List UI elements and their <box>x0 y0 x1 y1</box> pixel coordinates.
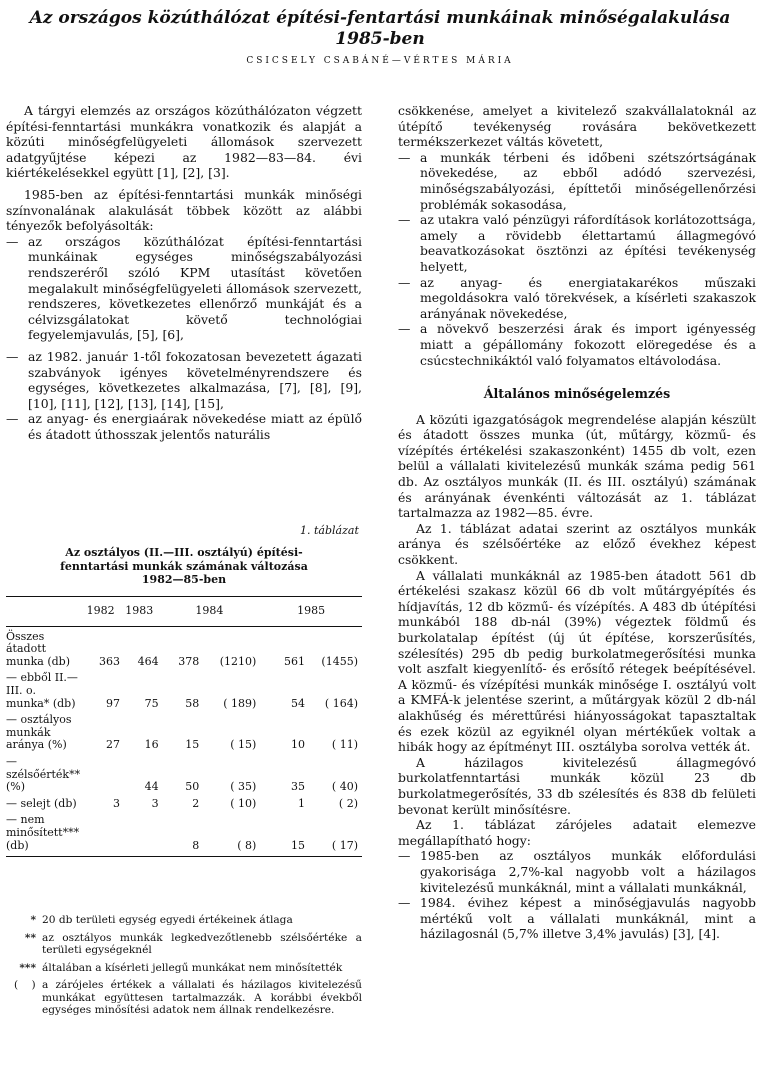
paragraph: Az 1. táblázat adatai szerint az osztályos munkák aránya és szélsőértéke az előző évekhez képest csökkent. <box>398 520 756 568</box>
table-cell: 15 <box>260 810 305 856</box>
footnote <box>6 962 362 975</box>
table-title-line: fenntartási munkák számának változása <box>60 559 308 573</box>
table-row <box>6 794 362 811</box>
table-cell: ( 164) <box>324 696 358 710</box>
conclusion-list <box>398 848 756 942</box>
footnote-text: az osztályos munkák legkedvezőtlenebb szélsőértéke a területi egységeknél <box>42 931 362 956</box>
table-cell: 3 <box>112 796 120 810</box>
table-cell: 75 <box>144 696 159 710</box>
authors: CSICSELY CSABÁNÉ—VÉRTES MÁRIA <box>246 56 514 66</box>
table-cell <box>81 752 120 794</box>
table-cell: ( 35) <box>230 780 257 794</box>
table-cell: ( 40) <box>331 780 358 794</box>
paragraph-factors: 1985-ben az építési-fenntartási munkák minőségi színvonalának alakulását többek között az alábbi tényezők befolyásolták: <box>6 186 362 234</box>
header-cell-empty <box>6 597 81 627</box>
table-cell: ( 15) <box>230 738 257 752</box>
table-cell: 58 <box>185 696 200 710</box>
footnote-mark: *** <box>19 961 36 974</box>
table-cell: 35 <box>291 780 305 794</box>
table-cell: (1210) <box>219 654 257 668</box>
table-row <box>6 710 362 752</box>
table-cell: 1 <box>298 796 305 810</box>
list-item: — a munkák térbeni és időbeni szétszórtságának növekedése, az ebből adódó szervezési, minőségszabályozási, építtetői minőségellenőrzési problémák sokasodása, <box>398 150 756 212</box>
factor-list-continued <box>398 150 756 368</box>
table-label: 1. táblázat <box>300 524 359 537</box>
table-cell: (1455) <box>321 654 358 668</box>
list-item: — az országos közúthálózat építési-fenntartási munkáinak egységes minőségszabályozási rendszeréről szóló KPM utasítást követően megalakult minőségfelügyeleti állomások szervezett, rendszeres, következetes ellenőrző munkáját és a célvizsgálatokat követő technológiai fegyelemjavulás, [5], [6], <box>6 234 362 343</box>
list-item: — 1985-ben az osztályos munkák előfordulási gyakorisága 2,7%-kal nagyobb volt a házilagos kivitelezésű munkáknál, mint a vállalati munkáknál, <box>398 848 756 895</box>
table-row <box>6 668 362 710</box>
table-cell: 44 <box>144 780 159 794</box>
footnote <box>6 932 362 957</box>
table-cell: 54 <box>291 696 305 710</box>
table-cell: 363 <box>98 654 120 668</box>
footnote <box>6 914 362 927</box>
table-row <box>6 752 362 794</box>
paragraph: A közúti igazgatóságok megrendelése alapján készült és átadott összes munka (út, műtárgy, közmű- és vízépítés értékelési szakaszonként) 1455 db volt, ezen belül a vállalati kivitelezésű munkák száma pedig 561 db. Az osztályos munkák (II. és III. osztályú) számának és arányának évenkénti változását az 1. táblázat tartalmazza az 1982—85. évre. <box>398 411 756 521</box>
table-title <box>6 546 362 587</box>
article-title <box>0 8 760 50</box>
table-cell: 3 <box>151 796 159 810</box>
paragraph-continued: csökkenése, amelyet a kivitelező szakvállalatoknál az útépítő tevékenység rovására bekövetkezett termékszerkezet váltás követett, <box>398 103 756 150</box>
footnote <box>6 979 362 1017</box>
footnote-mark: ( ) <box>14 979 41 991</box>
title-line-1: Az országos közúthálózat építési-fentartási munkáinak minőségalakulása <box>29 8 731 28</box>
table-cell: ( 2) <box>338 796 358 810</box>
right-column <box>398 103 756 942</box>
table-cell: 15 <box>185 738 200 752</box>
table-cell: 561 <box>284 654 305 668</box>
table-cell: 2 <box>192 796 200 810</box>
paragraph-intro: A tárgyi elemzés az országos közúthálózaton végzett építési-fenntartási munkákra vonatkozik és alapját a közúti minőségfelügyeleti állomások szervezett adatgyűjtése képezi az 1982—83—84. évi kiértékelésekkel együtt [1], [2], [3]. <box>6 103 362 181</box>
footnote-text: a zárójeles értékek a vállalati és házilagos kivitelezésű munkákat együttesen tartalmazzák. A korábbi évekből egységes minősítési adatok nem állnak rendelkezésre. <box>42 979 362 1016</box>
table-cell <box>81 810 120 856</box>
table-notes <box>6 914 362 1022</box>
table-cell: 378 <box>178 654 200 668</box>
table-cell: 16 <box>144 738 159 752</box>
paragraph: A házilagos kivitelezésű állagmegóvó burkolatfenntartási munkák közül 23 db burkolatmegerősítés, 33 db szélesítés és 838 db felületi bevonat került minősítésre. <box>398 754 756 817</box>
footnote-text: általában a kísérleti jellegű munkákat nem minősítették <box>42 961 343 974</box>
list-item: — 1984. évihez képest a minőségjavulás nagyobb mértékű volt a vállalati munkáknál, mint a házilagosnál (5,7% illetve 3,4% javulás) [3], [4]. <box>398 895 756 942</box>
row-label: — selejt (db) <box>6 796 77 810</box>
factor-list <box>6 234 362 443</box>
table-cell: ( 17) <box>305 810 362 856</box>
row-label: — szélsőérték** (%) <box>6 754 81 794</box>
footnote-text: 20 db területi egység egyedi értékeinek átlaga <box>42 914 293 926</box>
header-year: 1982 <box>81 597 120 627</box>
paragraph: A vállalati munkáknál az 1985-ben átadott 561 db értékelési szakasz közül 66 db volt műtárgyépítés és hídjavítás, 12 db közmű- és vízépítés. A 483 db útépítési munkából 188 db-nál (39%) végeztek földmű és burkolatalap építést (új út építése, korszerűsítés, szélesítés) 295 db pedig burkolatmegerősítési munka volt aszfalt kiegyenlítő- és erősítő rétegek beépítésével. A közmű- és vízépítési munkák minősége I. osztályú volt a KMFÁ-k jelentése szerint, a műtárgyak közül 2 db-nál alakhűség és mérettűrési hiányosságokat tapasztaltak és ezek közül az egyiknél olyan mértékűek voltak a hibák hogy az építményt III. osztályba sorolva vették át. <box>398 567 756 755</box>
row-label: — ebből II.—III. o. munka* (db) <box>6 671 78 710</box>
table-cell <box>120 810 159 856</box>
table-cell: 27 <box>105 738 120 752</box>
list-item: — az 1982. január 1-től fokozatosan bevezetett ágazati szabványok igényes követelményrendszere és egységes, következetes alkalmazása, [7], [8], [9], [10], [11], [12], [13], [14], [15], <box>6 349 362 411</box>
table-cell: 10 <box>291 738 305 752</box>
row-label: Összes átadott munka (db) <box>6 629 70 668</box>
list-item: — az anyag- és energiatakarékos műszaki megoldásokra való törekvések, a kísérleti szakaszok arányának növekedése, <box>398 275 756 322</box>
table-title-line: 1982—85-ben <box>141 573 227 586</box>
header-year: 1984 <box>159 597 261 627</box>
list-item: — az utakra való pénzügyi ráfordítások korlátozottsága, amely a rövidebb élettartamú állagmegóvó beavatkozásokat ösztönzi az építési tevékenység helyett, <box>398 212 756 274</box>
table-cell: 464 <box>137 654 159 668</box>
table-cell: ( 11) <box>331 738 358 752</box>
list-item: — a növekvő beszerzési árak és import igényesség miatt a gépállomány fokozott elöregedése és a csúcstechnikáktól való folyamatos eltávolodása. <box>398 321 756 368</box>
row-label: — osztályos munkák aránya (%) <box>6 713 72 752</box>
table-row <box>6 810 362 856</box>
footnote-mark: * <box>30 914 36 926</box>
table-cell: 8 <box>159 810 200 856</box>
table-cell: ( 10) <box>230 796 257 810</box>
table-cell: 97 <box>105 696 120 710</box>
header-year: 1983 <box>120 597 159 627</box>
list-item: — az anyag- és energiaárak növekedése miatt az épülő és átadott úthosszak jelentős naturális <box>6 411 362 442</box>
table-cell: 50 <box>185 780 200 794</box>
data-table <box>6 596 362 857</box>
table-cell: ( 189) <box>223 696 257 710</box>
left-column <box>6 103 362 442</box>
row-label: — nem minősített*** (db) <box>6 810 81 856</box>
footnote-mark: ** <box>24 931 36 944</box>
header-year: 1985 <box>260 597 362 627</box>
table-row <box>6 626 362 668</box>
title-line-2: 1985-ben <box>335 29 425 49</box>
section-heading: Általános minőségelemzés <box>483 386 671 402</box>
paragraph: Az 1. táblázat zárójeles adatait elemezve megállapítható hogy: <box>398 817 756 848</box>
table-title-line: Az osztályos (II.—III. osztályú) építési- <box>65 546 303 559</box>
table-header-row <box>6 597 362 627</box>
table-cell: ( 8) <box>199 810 260 856</box>
